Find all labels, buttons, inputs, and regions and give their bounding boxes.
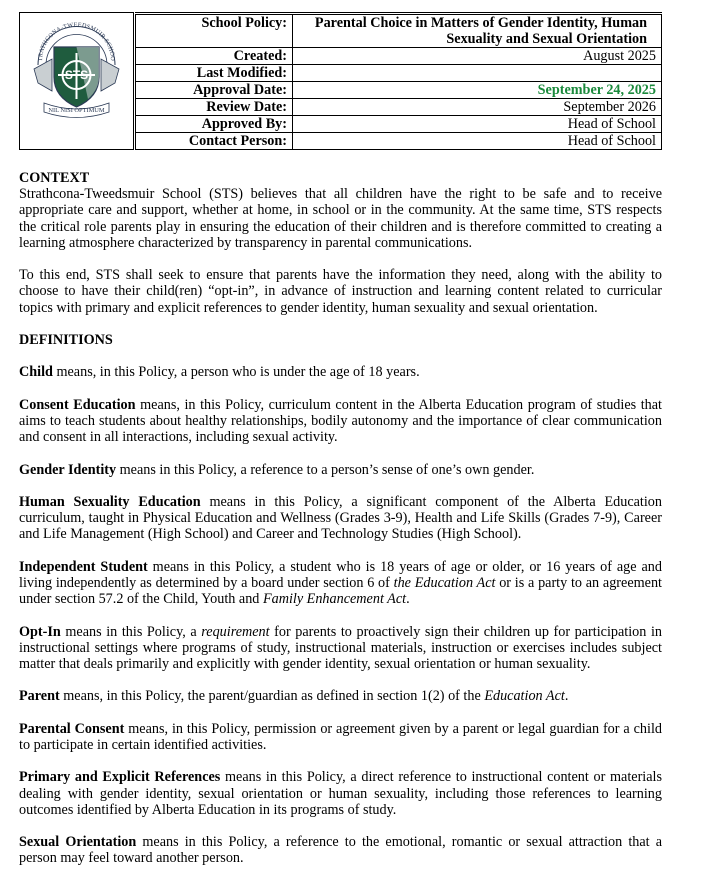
crest-ring-text: TRATHCONA-TWEEDSMUIR SCHOO — [36, 21, 117, 62]
definitions-heading: DEFINITIONS — [19, 332, 113, 348]
text-opt-in-italic: requirement — [201, 623, 270, 640]
school-crest-cell — [19, 12, 134, 150]
context-paragraph-2: To this end, STS shall seek to ensure that parents have the information they need, along with the ability to choose to have their child(ren) “opt-in”, in advance of instruction and learning content related to curricular topics with primary and explicit references to gender identity, human sexuality and sexual orientation. — [19, 267, 662, 316]
meta-label-contact: Contact Person: — [136, 133, 293, 150]
term-human-sexuality-education: Human Sexuality Education — [19, 493, 201, 510]
context-paragraph-1: Strathcona-Tweedsmuir School (STS) believes that all children have the right to be safe and to receive appropriate care and support, whether at home, in school or in the community. At the same time, STS respects the critical role parents play in ensuring the education of their children and is therefore committed to creating a learning atmosphere characterized by transparency in parental communications. — [19, 186, 662, 251]
text-parent-italic: Education Act — [484, 688, 565, 705]
text-human-sexuality-education: means in this Policy, a significant component of the Alberta Education curriculum, taught in Physical Education and Wellness (Grades 3-9), Health and Life Skills (Grades 7-9), Career and Life Management (High School) and Career and Technology Studies (High School). — [19, 493, 662, 543]
text-independent-student-2: or is a party to an agreement under section 57.2 of the Child, Youth and — [19, 574, 662, 608]
meta-value-approval: September 24, 2025 — [293, 82, 662, 99]
meta-value-approved-by: Head of School — [293, 116, 662, 133]
definition-independent-student — [19, 559, 662, 608]
crest-initials: STS — [64, 68, 89, 82]
meta-label-policy: School Policy: — [136, 14, 293, 48]
term-opt-in: Opt-In — [19, 623, 61, 640]
definition-primary-explicit-references — [19, 769, 662, 818]
definition-child — [19, 364, 662, 380]
meta-value-contact: Head of School — [293, 133, 662, 150]
term-sexual-orientation: Sexual Orientation — [19, 834, 137, 851]
text-parent-2: . — [564, 688, 569, 705]
text-independent-student-italic-2: Family Enhancement Act — [262, 591, 407, 608]
meta-row-contact — [136, 133, 662, 150]
text-parent-1: means, in this Policy, the parent/guardian as defined in section 1(2) of the — [59, 688, 485, 705]
meta-row-modified — [136, 65, 662, 82]
policy-header — [19, 12, 662, 152]
text-consent-education: means, in this Policy, curriculum content in the Alberta Education program of studies that aims to teach students about healthy relationships, bodily autonomy and the importance of clear communication and consent in all interactions, including sexual activity. — [19, 396, 662, 446]
text-parental-consent: means, in this Policy, permission or agreement given by a parent or legal guardian for a child to participate in certain identified activities. — [19, 720, 662, 753]
definition-sexual-orientation — [19, 834, 662, 866]
meta-row-approved-by — [136, 116, 662, 133]
meta-value-review: September 2026 — [293, 99, 662, 116]
definition-consent-education — [19, 397, 662, 446]
term-gender-identity: Gender Identity — [19, 461, 117, 478]
definition-human-sexuality-education — [19, 494, 662, 543]
meta-row-approval — [136, 82, 662, 99]
definition-parental-consent — [19, 721, 662, 753]
meta-row-policy — [136, 14, 662, 48]
text-opt-in-2: for parents to proactively sign their children up for participation in instructional settings where programs of study, instructional materials, instruction or exercises includes subject matter that deals primarily and explicitly with gender identity, sexual orientation or human sexuality. — [19, 623, 662, 672]
term-child: Child — [19, 364, 53, 381]
meta-label-review: Review Date: — [136, 99, 293, 116]
text-sexual-orientation: means in this Policy, a reference to the emotional, romantic or sexual attraction that a person may feel toward another person. — [19, 834, 663, 867]
school-crest-logo — [28, 19, 125, 119]
crest-motto: NIL NISI OPTIMUM — [48, 107, 105, 114]
meta-row-review — [136, 99, 662, 116]
meta-label-approval: Approval Date: — [136, 82, 293, 99]
definition-parent — [19, 688, 662, 704]
text-child: means, in this Policy, a person who is under the age of 18 years. — [52, 364, 420, 381]
text-gender-identity: means in this Policy, a reference to a person’s sense of one’s own gender. — [116, 461, 535, 478]
policy-body — [19, 170, 662, 883]
meta-label-approved-by: Approved By: — [136, 116, 293, 133]
meta-value-modified — [293, 65, 662, 82]
text-independent-student-3: . — [406, 591, 410, 608]
context-heading: CONTEXT — [19, 170, 90, 186]
text-primary-explicit-references: means in this Policy, a direct reference to instructional content or materials dealing with gender identity, sexual orientation or human sexuality, including those references to learning outcomes identified by Alberta Education in its programs of study. — [19, 769, 662, 818]
term-parental-consent: Parental Consent — [19, 720, 125, 737]
meta-row-created — [136, 48, 662, 65]
term-parent: Parent — [19, 688, 60, 705]
definition-opt-in — [19, 624, 662, 673]
text-opt-in-1: means in this Policy, a — [60, 623, 202, 640]
term-consent-education: Consent Education — [19, 396, 136, 413]
text-independent-student-italic-1: the Education Act — [393, 574, 496, 591]
meta-label-modified: Last Modified: — [136, 65, 293, 82]
meta-label-created: Created: — [136, 48, 293, 65]
definition-gender-identity — [19, 462, 662, 478]
policy-metadata-table — [135, 12, 662, 150]
meta-value-created: August 2025 — [293, 48, 662, 65]
text-independent-student-1: means in this Policy, a student who is 18 years of age or older, or 16 years of age and living independently as determined by a board under section 6 of — [19, 558, 662, 591]
term-independent-student: Independent Student — [19, 558, 148, 575]
policy-title: Parental Choice in Matters of Gender Identity, Human Sexuality and Sexual Orientation — [293, 14, 662, 48]
term-primary-explicit-references: Primary and Explicit References — [19, 769, 221, 786]
